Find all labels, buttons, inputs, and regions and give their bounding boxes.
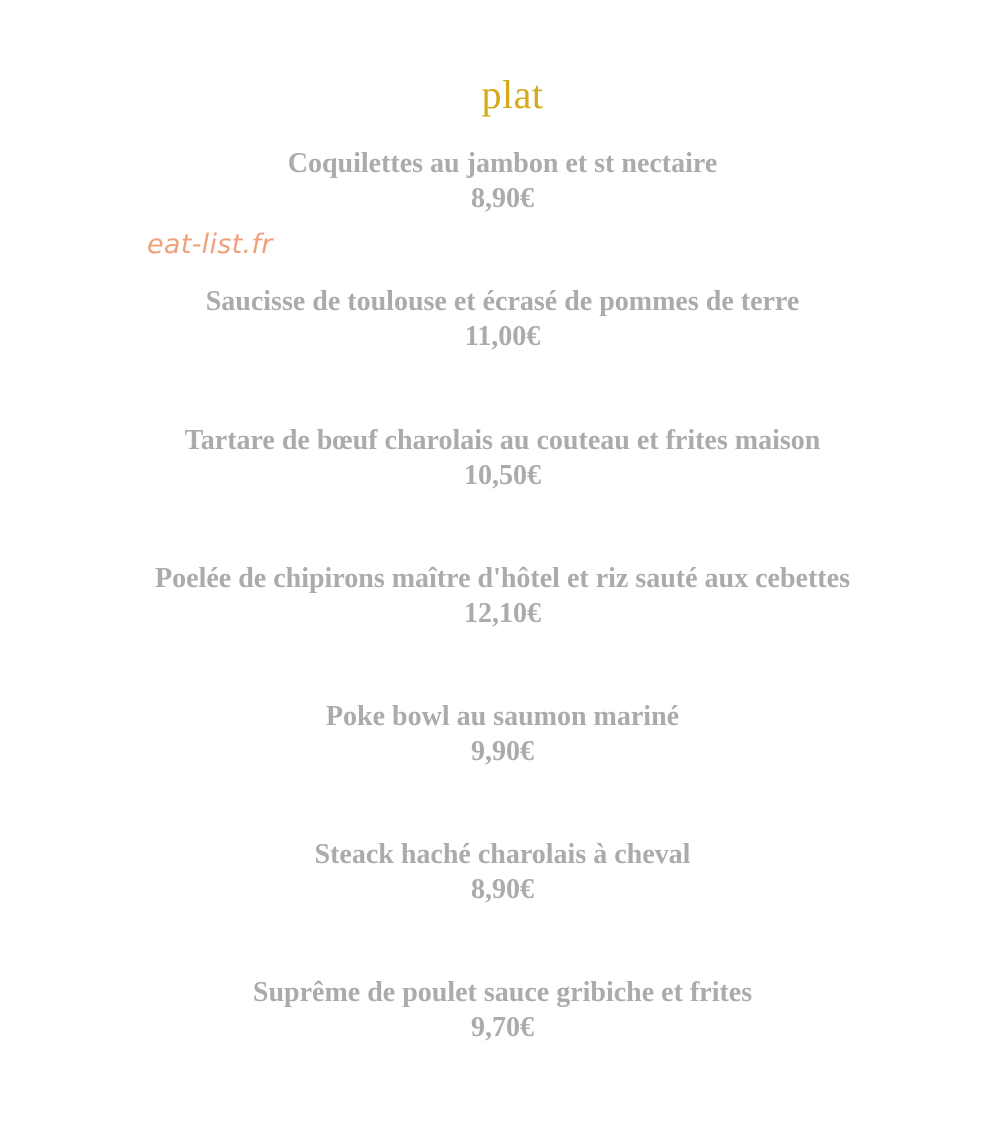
dish-price: 8,90€ — [471, 183, 534, 214]
watermark-text: eat-list.fr — [147, 229, 273, 260]
dish-name: Tartare de bœuf charolais au couteau et frites maison — [184, 425, 821, 456]
dish-price: 11,00€ — [464, 321, 541, 352]
dish-name: Poke bowl au saumon mariné — [325, 701, 680, 732]
dish-price: 9,90€ — [471, 736, 534, 767]
menu-item-chipirons — [0, 561, 989, 632]
menu-item-coquilettes — [0, 146, 989, 217]
dish-name: Saucisse de toulouse et écrasé de pommes de terre — [205, 286, 800, 317]
menu-item-saucisse — [0, 284, 989, 355]
dish-name: Suprême de poulet sauce gribiche et frites — [252, 977, 753, 1008]
section-title: plat — [481, 71, 544, 117]
dish-name: Coquilettes au jambon et st nectaire — [287, 148, 718, 179]
menu-item-supreme-poulet — [0, 975, 989, 1046]
menu-item-tartare — [0, 423, 989, 494]
dish-name: Poelée de chipirons maître d'hôtel et riz sauté aux cebettes — [155, 563, 850, 594]
menu-item-steack-hache — [0, 837, 989, 908]
dish-price: 12,10€ — [464, 598, 541, 629]
dish-price: 9,70€ — [471, 1012, 534, 1043]
dish-price: 8,90€ — [471, 874, 534, 905]
dish-name: Steack haché charolais à cheval — [314, 839, 691, 870]
menu-item-poke-bowl — [0, 699, 989, 770]
dish-price: 10,50€ — [464, 460, 541, 491]
